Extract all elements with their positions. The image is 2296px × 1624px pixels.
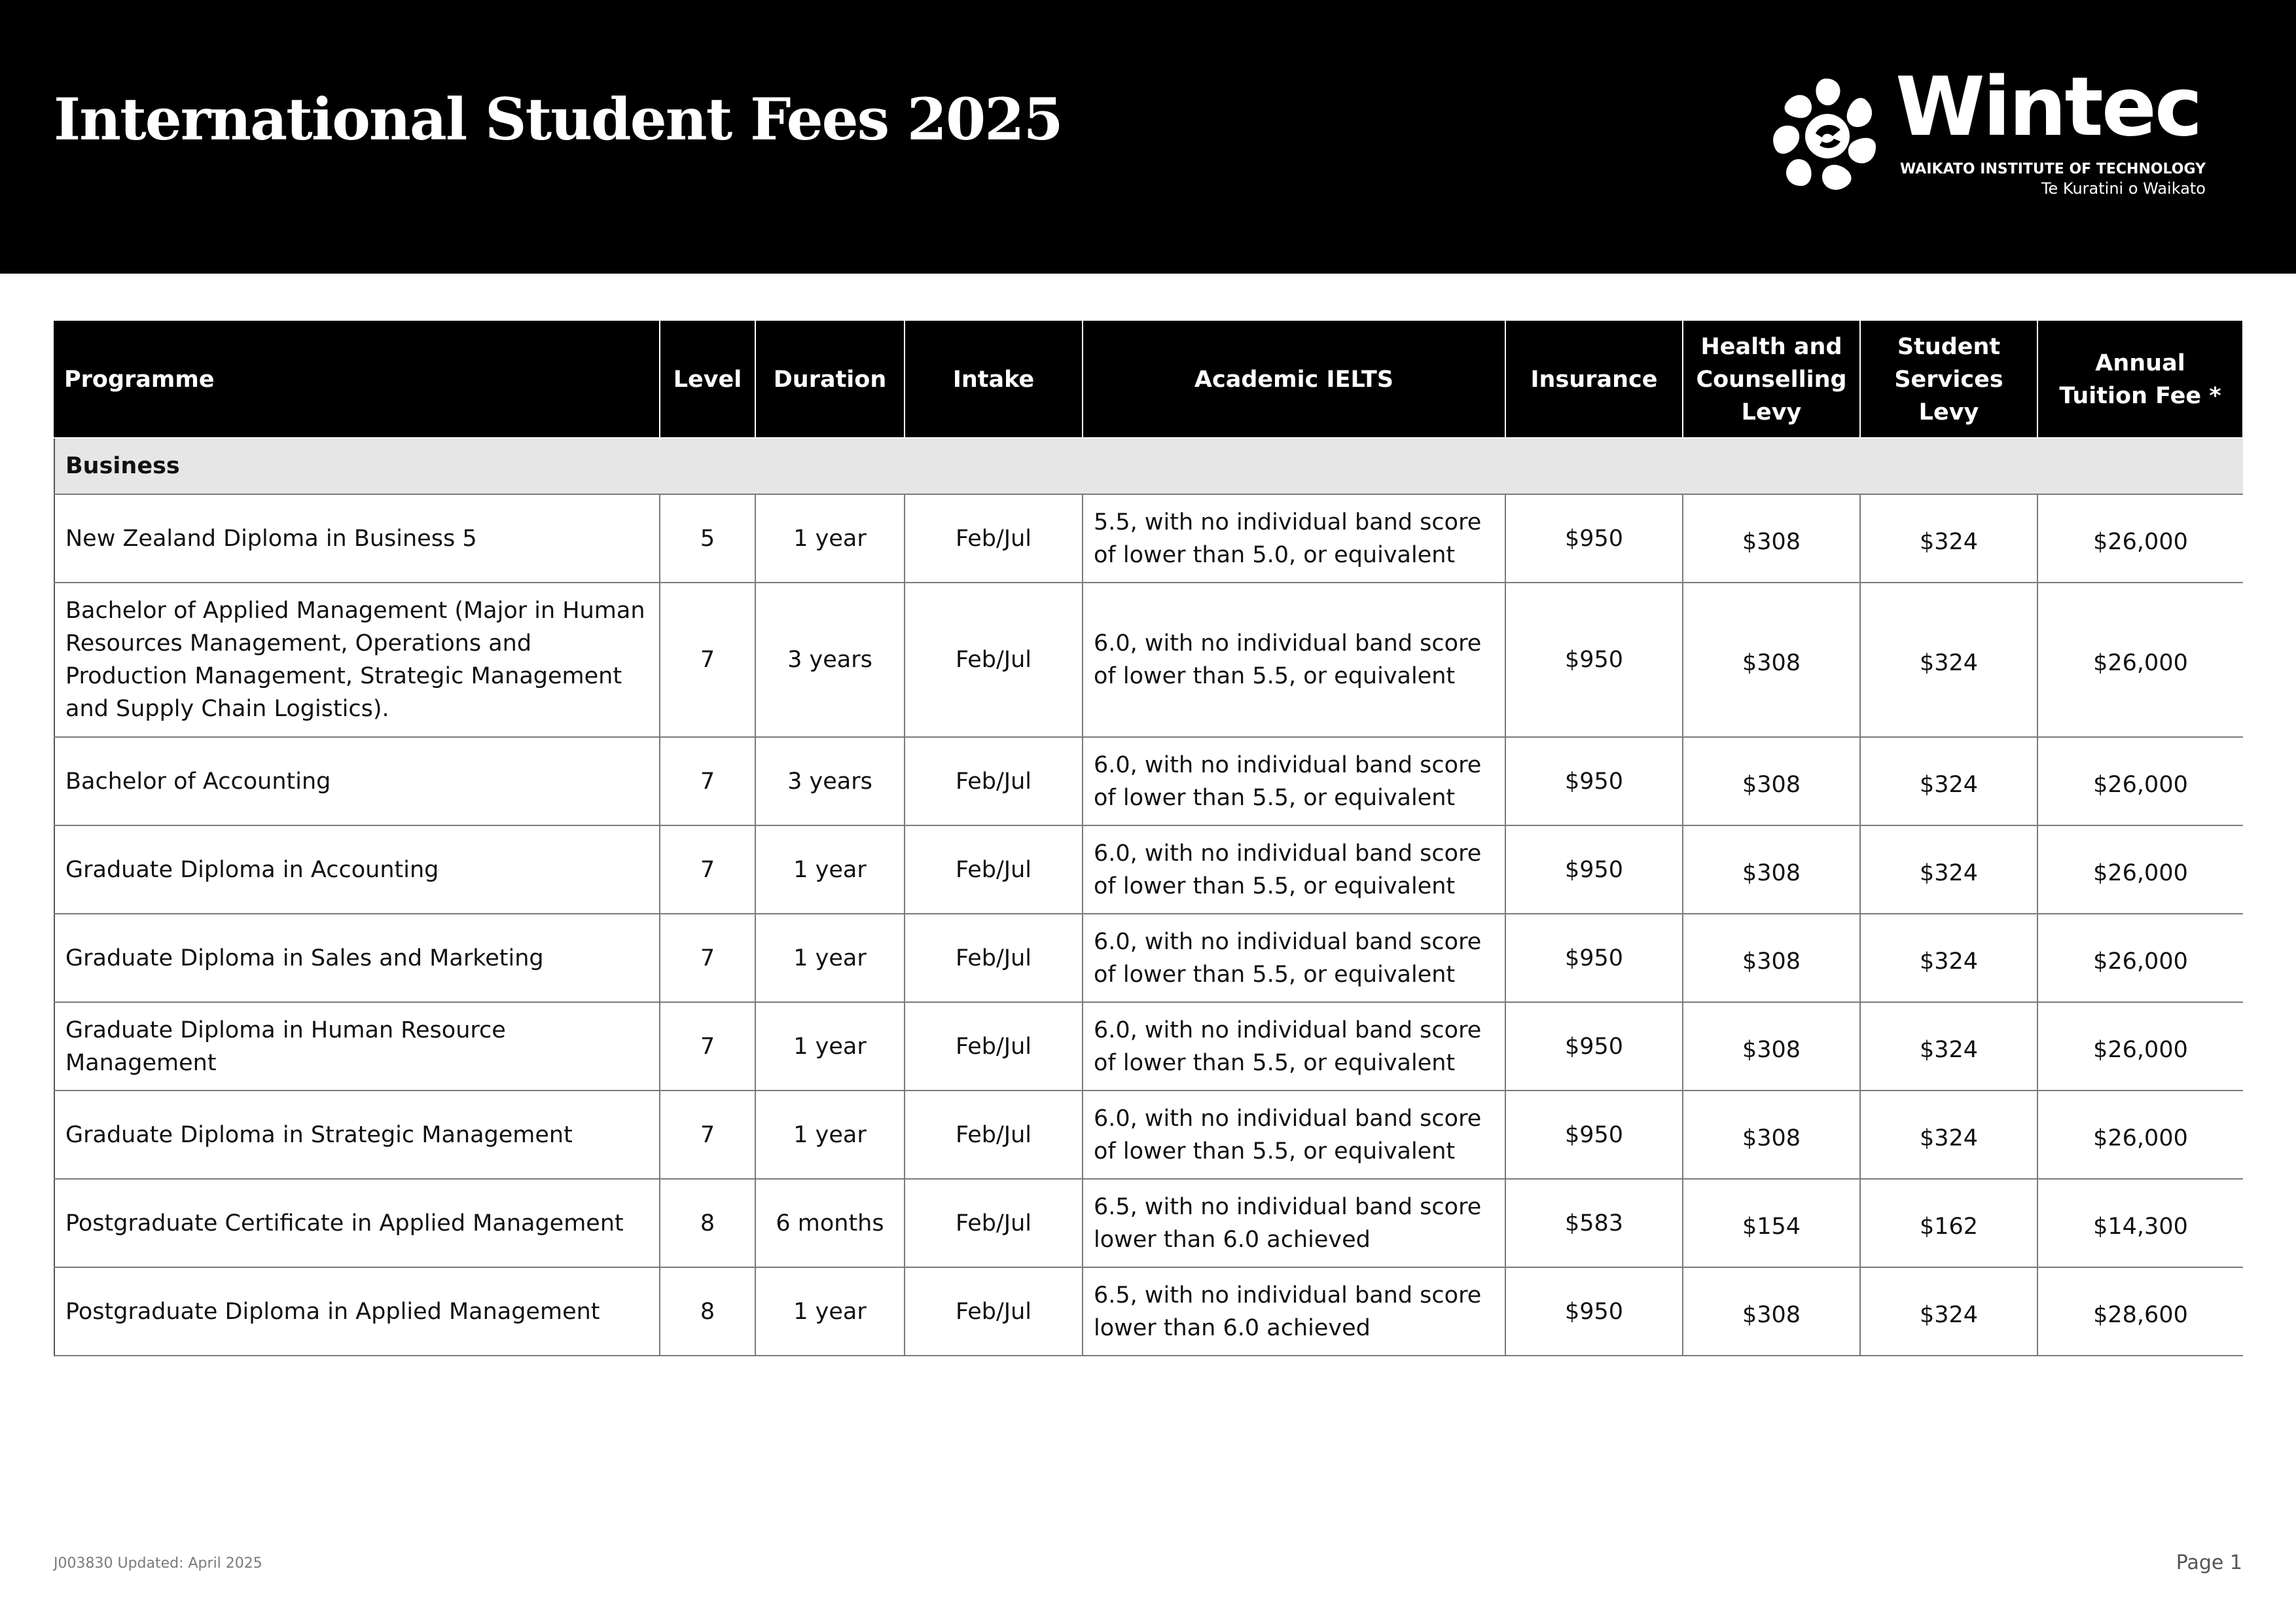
cell-tuition: $26,000	[2037, 1002, 2243, 1091]
cell-programme: Graduate Diploma in Accounting	[54, 825, 660, 914]
cell-ielts: 6.5, with no individual band score lower than 6.0 achieved	[1083, 1179, 1505, 1267]
cell-tuition: $26,000	[2037, 1091, 2243, 1179]
cell-level: 7	[660, 1091, 755, 1179]
cell-health-levy: $154	[1683, 1179, 1860, 1267]
cell-insurance: $950	[1505, 914, 1683, 1002]
cell-insurance: $950	[1505, 1267, 1683, 1356]
table-row	[54, 1179, 2243, 1267]
page-number: Page 1	[2176, 1551, 2242, 1574]
cell-level: 7	[660, 737, 755, 825]
cell-services-levy: $324	[1860, 1091, 2037, 1179]
wintec-emblem-icon	[1767, 73, 1885, 198]
cell-tuition: $26,000	[2037, 583, 2243, 737]
logo-subtitle: WAIKATO INSTITUTE OF TECHNOLOGY	[1900, 161, 2206, 177]
cell-programme: Bachelor of Accounting	[54, 737, 660, 825]
cell-services-levy: $324	[1860, 494, 2037, 583]
cell-services-levy: $324	[1860, 1267, 2037, 1356]
cell-duration: 1 year	[755, 1002, 905, 1091]
cell-programme: Graduate Diploma in Sales and Marketing	[54, 914, 660, 1002]
cell-level: 7	[660, 1002, 755, 1091]
column-header-insurance: Insurance	[1505, 321, 1683, 438]
cell-intake: Feb/Jul	[905, 494, 1083, 583]
cell-health-levy: $308	[1683, 1267, 1860, 1356]
cell-intake: Feb/Jul	[905, 825, 1083, 914]
cell-duration: 3 years	[755, 737, 905, 825]
cell-duration: 1 year	[755, 1091, 905, 1179]
cell-services-levy: $324	[1860, 1002, 2037, 1091]
cell-ielts: 6.0, with no individual band score of lower than 5.5, or equivalent	[1083, 825, 1505, 914]
cell-intake: Feb/Jul	[905, 1267, 1083, 1356]
cell-ielts: 6.5, with no individual band score lower than 6.0 achieved	[1083, 1267, 1505, 1356]
column-header-services-levy: Student Services Levy	[1860, 321, 2037, 438]
cell-intake: Feb/Jul	[905, 914, 1083, 1002]
column-header-level: Level	[660, 321, 755, 438]
cell-programme: Postgraduate Diploma in Applied Management	[54, 1267, 660, 1356]
fees-table	[54, 321, 2244, 1356]
category-label: Business	[54, 438, 2243, 494]
cell-ielts: 6.0, with no individual band score of lower than 5.5, or equivalent	[1083, 914, 1505, 1002]
cell-insurance: $950	[1505, 825, 1683, 914]
cell-services-levy: $324	[1860, 583, 2037, 737]
cell-ielts: 6.0, with no individual band score of lower than 5.5, or equivalent	[1083, 583, 1505, 737]
cell-services-levy: $324	[1860, 737, 2037, 825]
cell-level: 8	[660, 1267, 755, 1356]
cell-duration: 1 year	[755, 1267, 905, 1356]
cell-duration: 1 year	[755, 494, 905, 583]
table-row	[54, 1267, 2243, 1356]
cell-duration: 1 year	[755, 914, 905, 1002]
cell-ielts: 6.0, with no individual band score of lower than 5.5, or equivalent	[1083, 737, 1505, 825]
table-row	[54, 1002, 2243, 1091]
cell-level: 7	[660, 583, 755, 737]
page-title: International Student Fees 2025	[54, 85, 1062, 153]
cell-insurance: $950	[1505, 1091, 1683, 1179]
cell-level: 7	[660, 914, 755, 1002]
cell-services-levy: $162	[1860, 1179, 2037, 1267]
cell-insurance: $950	[1505, 737, 1683, 825]
cell-ielts: 6.0, with no individual band score of lower than 5.5, or equivalent	[1083, 1091, 1505, 1179]
cell-tuition: $14,300	[2037, 1179, 2243, 1267]
cell-intake: Feb/Jul	[905, 1091, 1083, 1179]
logo-wordmark: Wintec	[1895, 60, 2201, 154]
column-header-duration: Duration	[755, 321, 905, 438]
cell-intake: Feb/Jul	[905, 1179, 1083, 1267]
document-reference: J003830 Updated: April 2025	[54, 1555, 262, 1572]
table-row	[54, 737, 2243, 825]
cell-duration: 6 months	[755, 1179, 905, 1267]
column-header-intake: Intake	[905, 321, 1083, 438]
cell-intake: Feb/Jul	[905, 583, 1083, 737]
cell-level: 5	[660, 494, 755, 583]
cell-insurance: $583	[1505, 1179, 1683, 1267]
cell-insurance: $950	[1505, 583, 1683, 737]
cell-health-levy: $308	[1683, 1002, 1860, 1091]
cell-insurance: $950	[1505, 1002, 1683, 1091]
category-row	[54, 438, 2243, 494]
cell-services-levy: $324	[1860, 914, 2037, 1002]
cell-programme: New Zealand Diploma in Business 5	[54, 494, 660, 583]
column-header-health-levy: Health and Counselling Levy	[1683, 321, 1860, 438]
cell-tuition: $26,000	[2037, 825, 2243, 914]
cell-tuition: $28,600	[2037, 1267, 2243, 1356]
cell-programme: Postgraduate Certificate in Applied Management	[54, 1179, 660, 1267]
column-header-tuition: Annual Tuition Fee *	[2037, 321, 2243, 438]
cell-health-levy: $308	[1683, 583, 1860, 737]
page-header	[0, 0, 2296, 274]
table-row	[54, 825, 2243, 914]
cell-tuition: $26,000	[2037, 494, 2243, 583]
cell-level: 8	[660, 1179, 755, 1267]
cell-programme: Graduate Diploma in Human Resource Management	[54, 1002, 660, 1091]
cell-services-levy: $324	[1860, 825, 2037, 914]
wintec-logo	[1767, 60, 2219, 198]
cell-tuition: $26,000	[2037, 737, 2243, 825]
table-row	[54, 583, 2243, 737]
cell-health-levy: $308	[1683, 494, 1860, 583]
table-row	[54, 914, 2243, 1002]
cell-ielts: 6.0, with no individual band score of lower than 5.5, or equivalent	[1083, 1002, 1505, 1091]
column-header-programme: Programme	[54, 321, 660, 438]
cell-insurance: $950	[1505, 494, 1683, 583]
cell-programme: Graduate Diploma in Strategic Management	[54, 1091, 660, 1179]
cell-health-levy: $308	[1683, 825, 1860, 914]
cell-tuition: $26,000	[2037, 914, 2243, 1002]
cell-health-levy: $308	[1683, 1091, 1860, 1179]
cell-duration: 1 year	[755, 825, 905, 914]
cell-ielts: 5.5, with no individual band score of lower than 5.0, or equivalent	[1083, 494, 1505, 583]
cell-duration: 3 years	[755, 583, 905, 737]
cell-level: 7	[660, 825, 755, 914]
cell-health-levy: $308	[1683, 737, 1860, 825]
logo-tagline: Te Kuratini o Waikato	[2041, 179, 2206, 198]
column-header-ielts: Academic IELTS	[1083, 321, 1505, 438]
cell-programme: Bachelor of Applied Management (Major in Human Resources Management, Operations and Production Management, Strategic Management and Supply Chain Logistics).	[54, 583, 660, 737]
cell-intake: Feb/Jul	[905, 1002, 1083, 1091]
table-header-row	[54, 321, 2243, 438]
cell-health-levy: $308	[1683, 914, 1860, 1002]
table-row	[54, 1091, 2243, 1179]
cell-intake: Feb/Jul	[905, 737, 1083, 825]
table-row	[54, 494, 2243, 583]
